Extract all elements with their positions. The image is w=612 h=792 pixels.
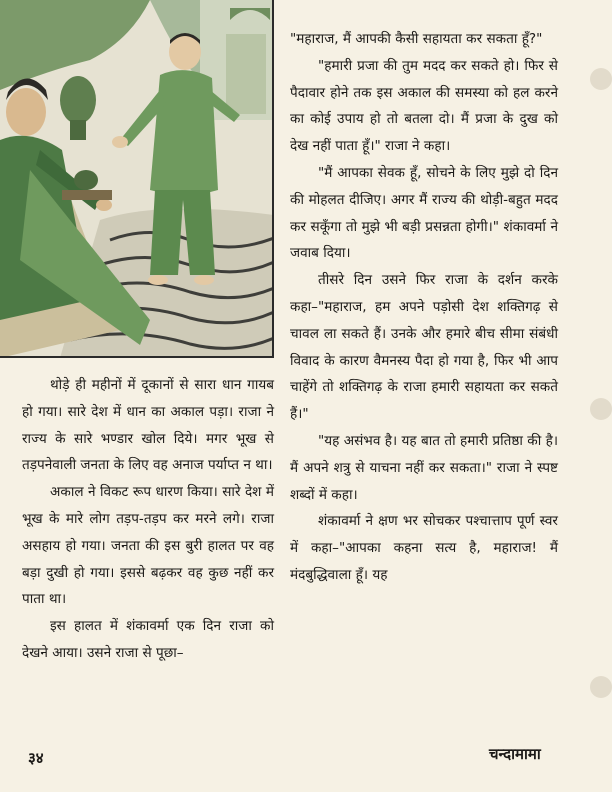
paragraph: तीसरे दिन उसने फिर राजा के दर्शन करके कहा–"महाराज, हम अपने पड़ोसी देश शक्तिगढ़ से चावल ला सकते हैं। उनके और हमारे बीच सीमा संबंधी विवाद के कारण वैमनस्य पैदा हो गया है, फिर भी आप चाहेंगे तो शक्तिगढ़ के राजा हमारी सहायता कर सकते हैं।" xyxy=(290,272,558,423)
paragraph: इस हालत में शंकावर्मा एक दिन राजा को देखने आया। उसने राजा से पूछा– xyxy=(22,618,274,661)
paragraph: अकाल ने विकट रूप धारण किया। सारे देश में भूख के मारे लोग तड़प-तड़प कर मरने लगे। राजा असहाय हो गया। जनता की इस बुरी हालत पर वह बड़ा दुखी हो गया। इससे बढ़कर वह कुछ नहीं कर पाता था। xyxy=(22,484,274,608)
doorway xyxy=(226,34,266,114)
paragraph: "महाराज, मैं आपकी कैसी सहायता कर सकता हूँ?" xyxy=(290,31,543,47)
vase-stand xyxy=(70,120,86,140)
binding-hole xyxy=(590,676,612,698)
binding-hole xyxy=(590,398,612,420)
paragraph: "यह असंभव है। यह बात तो हमारी प्रतिष्ठा की है। मैं अपने शत्रु से याचना नहीं कर सकता।" राजा ने स्पष्ट शब्दों में कहा। xyxy=(290,432,558,503)
paragraph: "हमारी प्रजा की तुम मदद कर सकते हो। फिर से पैदावार होने तक इस अकाल की समस्या को हल करने का कोई उपाय हो तो बतला दो। मैं प्रजा के दुख को देख नहीं पाता हूँ।" राजा ने कहा। xyxy=(290,57,558,155)
king-and-minister-drawing xyxy=(0,0,274,358)
vase xyxy=(60,76,96,124)
magazine-name: चन्दामामा xyxy=(489,745,541,763)
paragraph: थोड़े ही महीनों में दूकानों से सारा धान गायब हो गया। सारे देश में धान का अकाल पड़ा। राजा ने राज्य के सारे भण्डार खोल दिये। मगर भूख से तड़पनेवाली जनता के लिए वह अनाज पर्याप्त न था। xyxy=(22,377,274,474)
paragraph: "मैं आपका सेवक हूँ, सोचने के लिए मुझे दो दिन की मोहलत दीजिए। अगर मैं राज्य की थोड़ी-बहुत मदद कर सकूँगा तो मुझे भी बड़ी प्रसन्नता होगी।" शंकावर्मा ने जवाब दिया। xyxy=(290,164,558,262)
binding-hole xyxy=(590,68,612,90)
paragraph: शंकावर्मा ने क्षण भर सोचकर पश्चात्ताप पूर्ण स्वर में कहा–"आपका कहना सत्य है, महाराज! मैं मंदबुद्धिवाला हूँ। यह xyxy=(290,513,558,583)
page-number: ३४ xyxy=(28,749,44,767)
story-illustration xyxy=(0,0,274,358)
right-text-column xyxy=(290,26,558,589)
left-text-column xyxy=(22,372,274,667)
